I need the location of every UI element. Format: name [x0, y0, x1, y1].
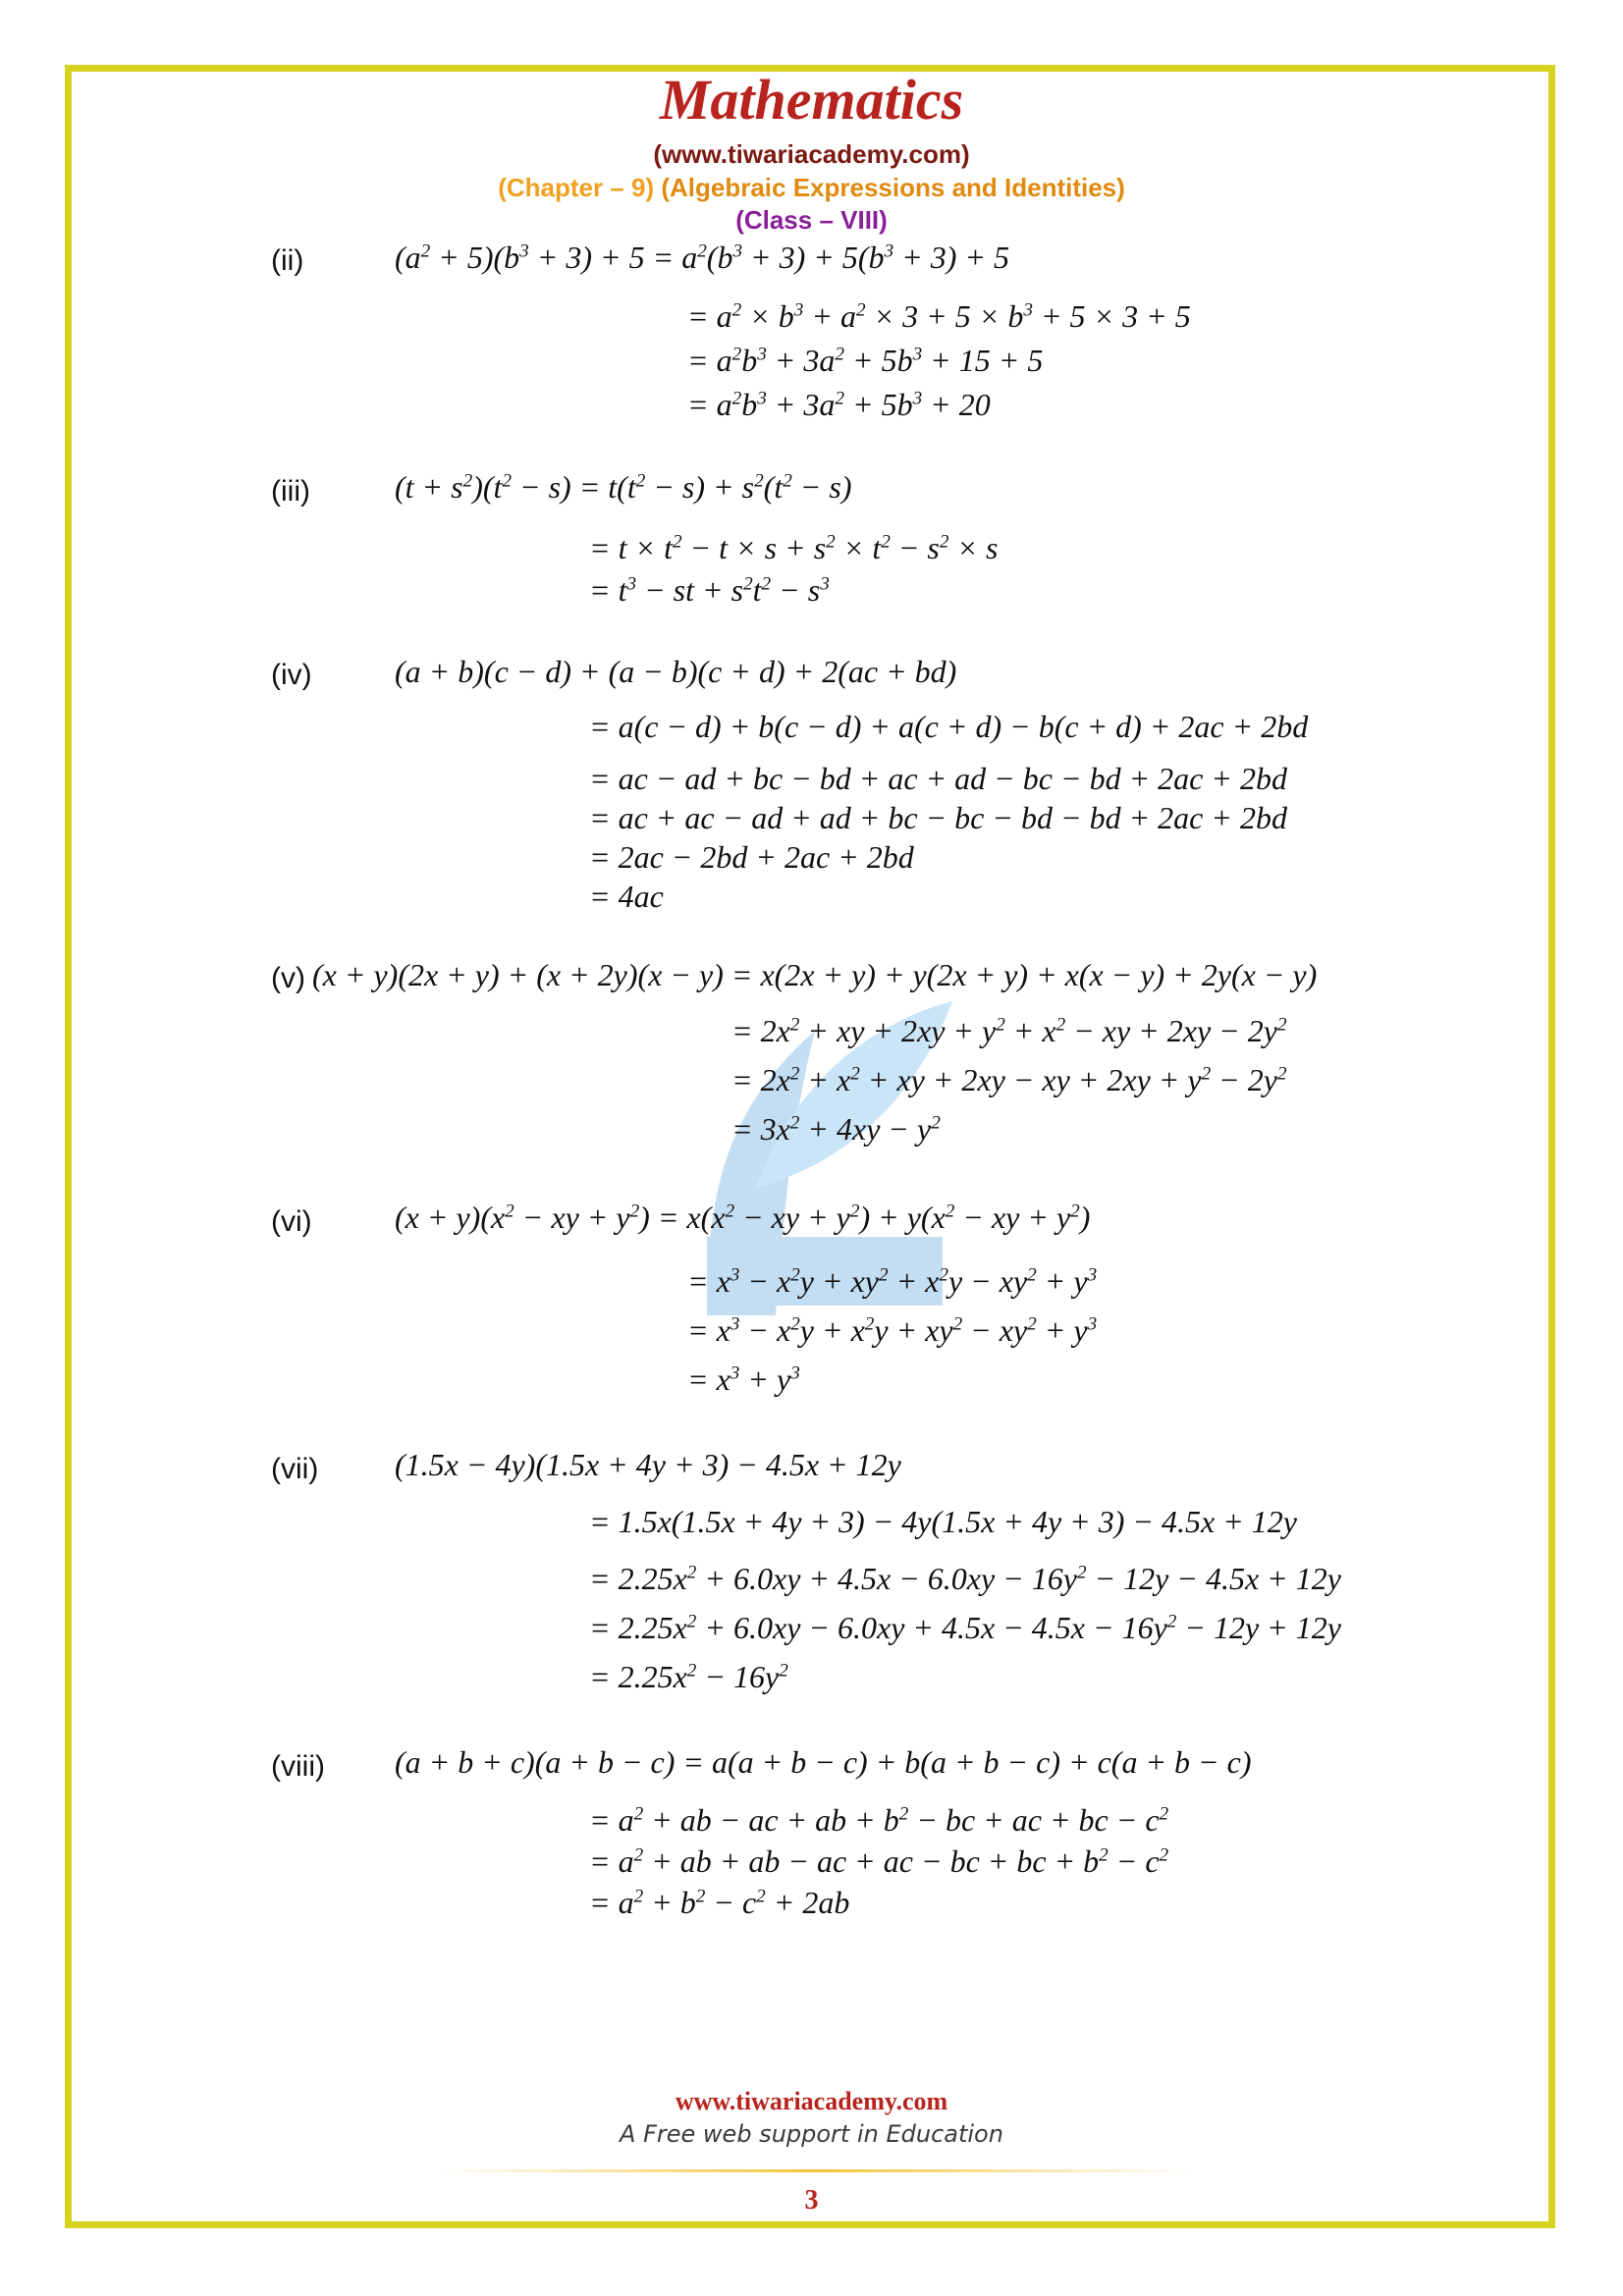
- problem-label-viii: (viii): [271, 1750, 325, 1783]
- page-title: Mathematics: [659, 68, 964, 132]
- equation-line: = $x^3 - x^2y + x^2y + xy^2 - xy^2 + y^3$: [687, 1312, 1098, 1348]
- footer-divider: [437, 2169, 1193, 2172]
- chapter-topic: (Algebraic Expressions and Identities): [661, 173, 1125, 202]
- page-number: 3: [804, 2185, 819, 2216]
- equation-line: (a + b)(c − d) + (a − b)(c + d) + 2(ac + bd): [395, 654, 957, 689]
- equation-line: = 1.5x(1.5x + 4y + 3) − 4y(1.5x + 4y + 3) − 4.5x + 12y: [589, 1504, 1297, 1539]
- equation-line: = 4ac: [589, 879, 664, 914]
- equation-line: = ac + ac − ad + ad + bc − bc − bd − bd + 2ac + 2bd: [589, 800, 1287, 835]
- equation-line: = ac − ad + bc − bd + ac + ad − bc − bd + 2ac + 2bd: [589, 761, 1287, 796]
- equation-line: (x + y)(2x + y) + (x + 2y)(x − y) = x(2x + y) + y(2x + y) + x(x − y) + 2y(x − y): [312, 957, 1318, 992]
- equation-line: = $t^3$ − st + $s^2t^2 - s^3$: [589, 572, 830, 608]
- equation-line: = $2x^2$ + xy + $2xy + y^2 + x^2$ − xy + $2xy - 2y^2$: [731, 1013, 1287, 1048]
- equation-line: = $2x^2 + x^2$ + xy + 2xy − xy + $2xy + y^2 - 2y^2$: [731, 1062, 1287, 1097]
- equation-line: = $t \times t^2 - t \times s + s^2 \times t^2 - s^2 \times s$: [589, 530, 999, 565]
- problem-label-ii: (ii): [271, 244, 304, 277]
- problem-label-vii: (vii): [271, 1453, 319, 1485]
- equation-line: = a(c − d) + b(c − d) + a(c + d) − b(c + d) + 2ac + 2bd: [589, 709, 1309, 744]
- chapter-heading: [0, 173, 1623, 203]
- equation-line: = $a^2$ + ab − ac + ab + $b^2$ − bc + ac + bc − $c^2$: [589, 1802, 1169, 1838]
- problem-label-iii: (iii): [271, 475, 310, 507]
- problem-label-v: (v): [271, 962, 305, 994]
- equation-line: = $a^2 + b^2 - c^2 + 2ab$: [589, 1885, 850, 1920]
- problem-label-vi: (vi): [271, 1205, 312, 1238]
- equation-line: = $a^2$ + ab + ab − ac + ac − bc + bc + $b^2 - c^2$: [589, 1843, 1169, 1879]
- equation-line: = 2ac − 2bd + 2ac + 2bd: [589, 839, 914, 875]
- problem-label-iv: (iv): [271, 659, 312, 691]
- equation-line: (a + b + c)(a + b − c) = a(a + b − c) + b(a + b − c) + c(a + b − c): [395, 1744, 1252, 1780]
- equation-line: = $x^3 - x^2y + xy^2 + x^2y - xy^2 + y^3$: [687, 1263, 1098, 1299]
- equation-line: $(x + y)(x^2$ − xy + $y^2) = x(x^2$ − xy + $y^2) + y(x^2$ − xy + $y^2$): [395, 1200, 1091, 1235]
- equation-line: = $2.25x^2 + 6.0xy + 4.5x - 6.0xy - 16y^2 - 12y - 4.5x + 12y$: [589, 1561, 1341, 1596]
- equation-line: (1.5x − 4y)(1.5x + 4y + 3) − 4.5x + 12y: [395, 1447, 901, 1482]
- footer-tagline: A Free web support in Education: [620, 2120, 1003, 2148]
- equation-line: = $a^2b^3 + 3a^2 + 5b^3 + 20$: [687, 387, 991, 422]
- equation-line: $(a^2 + 5)(b^3 + 3) + 5 = a^2(b^3 + 3) + 5(b^3 + 3) + 5$: [395, 240, 1009, 275]
- equation-line: = $2.25x^2 + 6.0xy - 6.0xy + 4.5x - 4.5x - 16y^2 - 12y + 12y$: [589, 1610, 1341, 1645]
- chapter-number: (Chapter – 9): [498, 173, 655, 202]
- header-website: (www.tiwariacademy.com): [653, 139, 970, 169]
- equation-line: = $x^3 + y^3$: [687, 1362, 800, 1397]
- equation-line: $(t + s^2)(t^2 - s) = t(t^2 - s) + s^2(t^2 - s)$: [395, 469, 852, 505]
- equation-line: = $3x^2 + 4xy - y^2$: [731, 1111, 941, 1147]
- equation-line: = $a^2 \times b^3 + a^2 \times 3 + 5 \times b^3 + 5 \times 3 + 5$: [687, 298, 1191, 334]
- footer-website-link[interactable]: www.tiwariacademy.com: [675, 2087, 948, 2115]
- equation-line: = $a^2b^3 + 3a^2 + 5b^3 + 15 + 5$: [687, 343, 1044, 378]
- class-label: (Class – VIII): [735, 205, 888, 235]
- equation-line: = $2.25x^2 - 16y^2$: [589, 1659, 788, 1694]
